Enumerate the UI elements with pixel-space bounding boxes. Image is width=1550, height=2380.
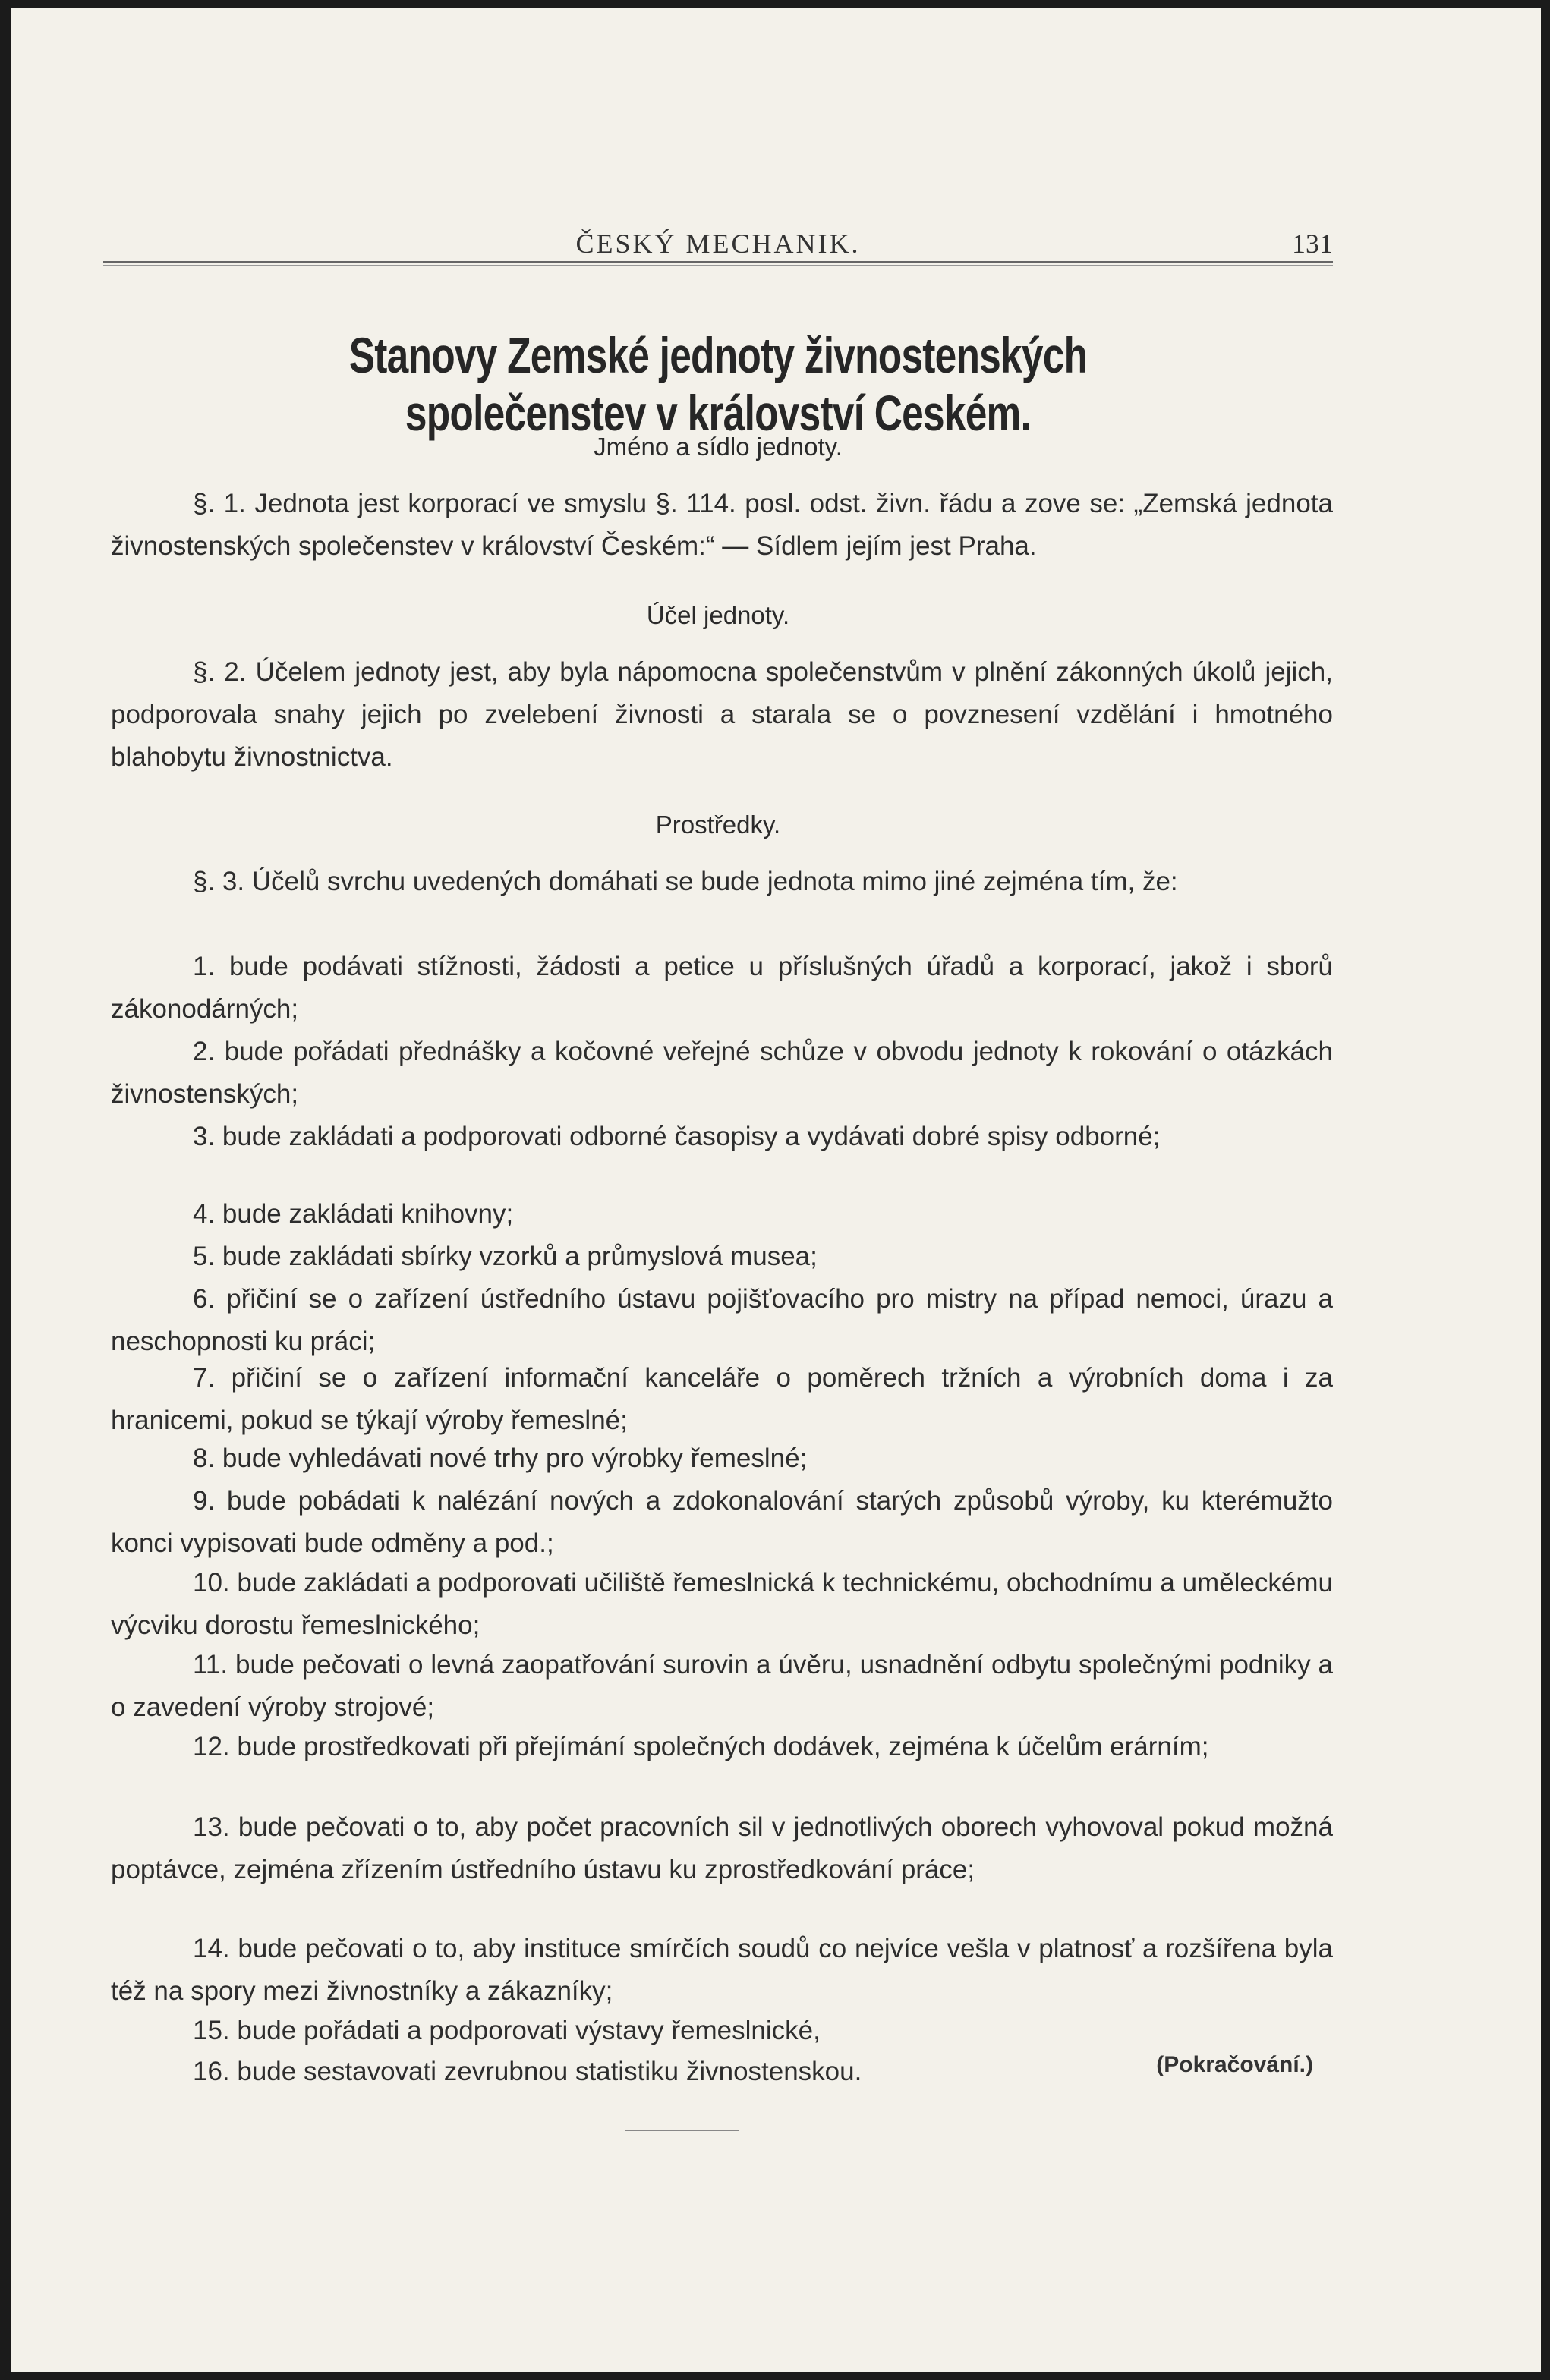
paragraph-1: §. 1. Jednota jest korporací ve smyslu §. 114. posl. odst. živn. řádu a zove se: „Zemská jednota živnostenských společenstev v království Českém:“ — Sídlem jejím jest Praha. [111, 489, 1333, 561]
list-item: 14. bude pečovati o to, aby instituce smírčích soudů co nejvíce vešla v platnosť a rozšířena byla též na spory mezi živnostníky a zákazníky; [111, 1934, 1333, 2006]
paragraph-3: §. 3. Účelů svrchu uvedených domáhati se bude jednota mimo jiné zejména tím, že: [193, 867, 1178, 896]
list-item: 11. bude pečovati o levná zaopatřování surovin a úvěru, usnadnění odbytu společnými podniky a o zavedení výroby strojové; [111, 1650, 1333, 1722]
list-item: 5. bude zakládati sbírky vzorků a průmyslová musea; [193, 1242, 818, 1271]
list-item: 13. bude pečovati o to, aby počet pracovních sil v jednotlivých oborech vyhovoval pokud možná poptávce, zejména zřízením ústředního ústavu ku zprostředkování práce; [111, 1812, 1333, 1884]
list-item: 6. přičiní se o zařízení ústředního ústavu pojišťovacího pro mistry na případ nemoci, úrazu a neschopnosti ku práci; [111, 1284, 1333, 1356]
list-item: 9. bude pobádati k nalézání nových a zdokonalování starých způsobů výroby, ku kterémužto konci vypisovati bude odměny a pod.; [111, 1486, 1333, 1558]
list-item: 8. bude vyhledávati nové trhy pro výrobky řemeslné; [193, 1443, 808, 1473]
header-rule-thin [103, 265, 1333, 266]
running-title: ČESKÝ MECHANIK. [575, 228, 861, 259]
list-item: 4. bude zakládati knihovny; [193, 1199, 514, 1229]
list-item: 16. bude sestavovati zevrubnou statistiku živnostenskou. [193, 2057, 862, 2086]
list-item: 7. přičiní se o zařízení informační kanceláře o poměrech tržních a výrobních doma i za hranicemi, pokud se týkají výroby řemeslné; [111, 1363, 1333, 1435]
document-title: Stanovy Zemské jednoty živnostenských společenstev v království Ceském. [348, 327, 1088, 441]
list-item: 10. bude zakládati a podporovati učiliště řemeslnická k technickému, obchodnímu a uměleckému výcviku dorostu řemeslnického; [111, 1568, 1333, 1640]
continuation-note: (Pokračování.) [1156, 2052, 1313, 2077]
list-item: 1. bude podávati stížnosti, žádosti a petice u příslušných úřadů a korporací, jakož i sborů zákonodárných; [111, 952, 1333, 1024]
section-heading-means: Prostředky. [655, 811, 781, 839]
paragraph-2: §. 2. Účelem jednoty jest, aby byla nápomocna společenstvům v plnění zákonných úkolů jejich, podporovala snahy jejich po zvelebení živnosti a starala se o povznesení vzdělání i hmotného blahobytu živnostnictva. [111, 657, 1333, 772]
page-number: 131 [1292, 228, 1333, 259]
running-header [103, 217, 1333, 263]
list-item: 15. bude pořádati a podporovati výstavy řemeslnické, [193, 2016, 821, 2045]
list-item: 2. bude pořádati přednášky a kočovné veřejné schůze v obvodu jednoty k rokování o otázkách živnostenských; [111, 1037, 1333, 1109]
header-rule [103, 261, 1333, 263]
document-page [11, 8, 1541, 2372]
end-rule [625, 2130, 739, 2131]
list-item: 12. bude prostředkovati při přejímání společných dodávek, zejména k účelům erárním; [193, 1732, 1209, 1761]
section-heading-name-seat: Jméno a sídlo jednoty. [594, 433, 843, 461]
section-heading-purpose: Účel jednoty. [646, 601, 790, 629]
list-item: 3. bude zakládati a podporovati odborné časopisy a vydávati dobré spisy odborné; [193, 1122, 1161, 1151]
